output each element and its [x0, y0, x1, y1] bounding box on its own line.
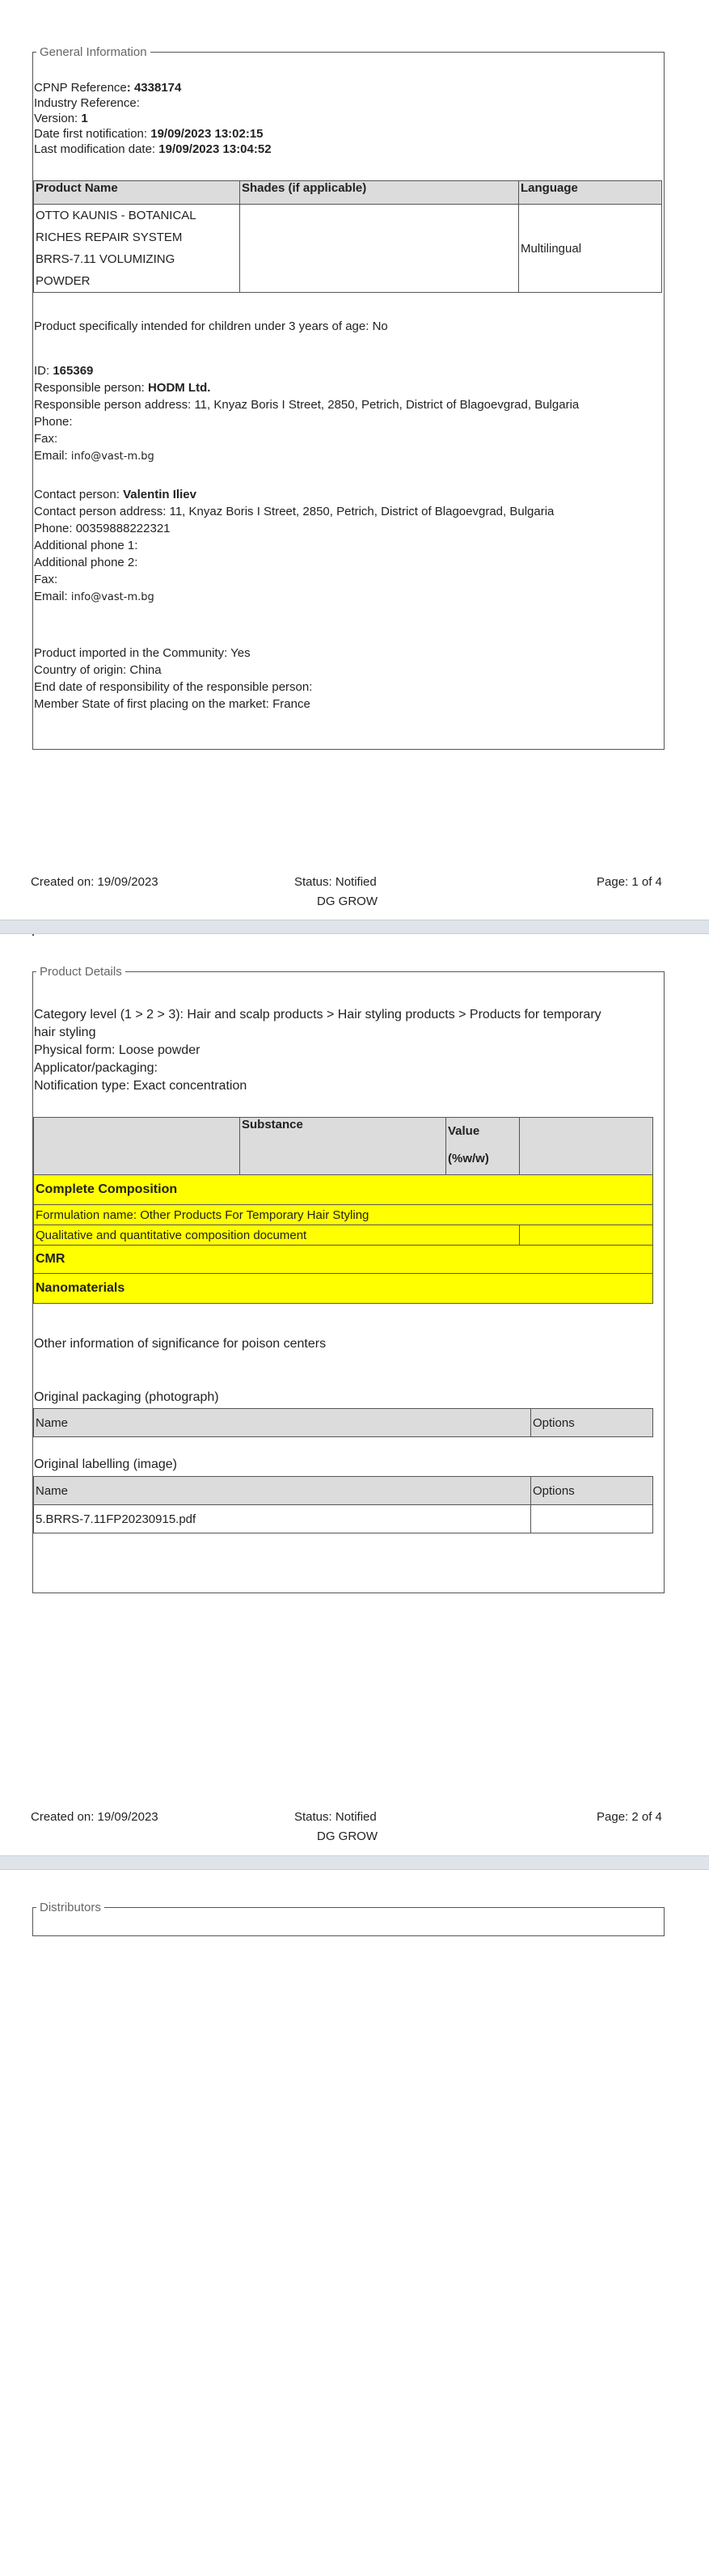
end-date-responsibility: End date of responsibility of the responsible person: — [34, 680, 313, 694]
composition-table — [33, 1117, 653, 1304]
email-link-1[interactable]: info@vast-m.bg — [70, 450, 154, 463]
additional-phone-2: Additional phone 2: — [34, 556, 138, 569]
additional-phone-1: Additional phone 1: — [34, 539, 138, 552]
notification-type: Notification type: Exact concentration — [34, 1079, 247, 1093]
qq-document-row: Qualitative and quantitative composition document — [34, 1225, 520, 1246]
contact-phone: Phone: 00359888222321 — [34, 522, 171, 535]
fax-2: Fax: — [34, 573, 58, 586]
original-packaging-label: Original packaging (photograph) — [34, 1390, 219, 1404]
footer-status: Status: Notified — [294, 875, 377, 889]
language-cell: Multilingual — [519, 205, 662, 293]
email-2: Email: info@vast-m.bg — [34, 590, 154, 603]
original-labelling-label: Original labelling (image) — [34, 1457, 177, 1471]
responsible-address: Responsible person address: 11, Knyaz Boris I Street, 2850, Petrich, District of Blagoevgrad, Bulgaria — [34, 398, 580, 412]
packaging-options-header: Options — [531, 1409, 653, 1437]
footer-created-2: Created on: 19/09/2023 — [31, 1810, 158, 1824]
imported-text: Product imported in the Community: Yes — [34, 646, 251, 660]
distributors-fieldset — [32, 1901, 665, 1936]
cpnp-reference: CPNP Reference: 4338174 — [34, 81, 182, 95]
contact-person: Contact person: Valentin Iliev — [34, 488, 196, 501]
labelling-file-options — [531, 1505, 653, 1533]
footer-dg-2: DG GROW — [317, 1829, 378, 1843]
fax-1: Fax: — [34, 432, 58, 446]
formulation-name-row: Formulation name: Other Products For Temporary Hair Styling — [34, 1205, 653, 1225]
page-separator-2 — [0, 1855, 709, 1870]
product-table — [33, 180, 662, 293]
responsible-person: Responsible person: HODM Ltd. — [34, 381, 211, 395]
labelling-options-header: Options — [531, 1477, 653, 1505]
cmr-row: CMR — [34, 1246, 653, 1274]
general-information-title: General Information — [40, 45, 147, 59]
product-details-box — [32, 934, 34, 936]
packaging-table — [33, 1408, 653, 1437]
labelling-file-link[interactable]: 5.BRRS-7.11FP20230915.pdf — [34, 1505, 531, 1533]
phone-1: Phone: — [34, 415, 73, 429]
qq-document-options — [520, 1225, 653, 1246]
comp-header-extra — [520, 1118, 653, 1175]
product-name-header: Product Name — [34, 181, 240, 205]
language-header: Language — [519, 181, 662, 205]
member-state: Member State of first placing on the market: France — [34, 697, 310, 711]
applicator-packaging: Applicator/packaging: — [34, 1061, 158, 1075]
footer-page-2: Page: 2 of 4 — [597, 1810, 662, 1824]
page-separator — [0, 920, 709, 934]
footer-page: Page: 1 of 4 — [597, 875, 662, 889]
labelling-name-header: Name — [34, 1477, 531, 1505]
nanomaterials-row: Nanomaterials — [34, 1274, 653, 1304]
version: Version: 1 — [34, 112, 88, 125]
distributors-title: Distributors — [40, 1901, 101, 1914]
category-line-2: hair styling — [34, 1026, 96, 1039]
poison-centers-info: Other information of significance for poison centers — [34, 1337, 327, 1351]
physical-form: Physical form: Loose powder — [34, 1043, 200, 1057]
category-line-1: Category level (1 > 2 > 3): Hair and scalp products > Hair styling products > Products for temporary — [34, 1008, 601, 1022]
children-text: Product specifically intended for children under 3 years of age: No — [34, 319, 388, 333]
comp-header-value: Value (%w/w) — [446, 1118, 520, 1175]
labelling-table — [33, 1476, 653, 1533]
complete-composition-row: Complete Composition — [34, 1175, 653, 1205]
email-1: Email: info@vast-m.bg — [34, 449, 154, 463]
packaging-name-header: Name — [34, 1409, 531, 1437]
contact-address: Contact person address: 11, Knyaz Boris I Street, 2850, Petrich, District of Blagoevgrad, Bulgaria — [34, 505, 555, 518]
date-first-notification: Date first notification: 19/09/2023 13:02:15 — [34, 127, 264, 141]
product-name-cell: OTTO KAUNIS - BOTANICAL RICHES REPAIR SYSTEM BRRS-7.11 VOLUMIZING POWDER — [34, 205, 240, 293]
email-link-2[interactable]: info@vast-m.bg — [70, 591, 154, 603]
footer-created: Created on: 19/09/2023 — [31, 875, 158, 889]
comp-header-substance: Substance — [240, 1118, 446, 1175]
shades-cell — [240, 205, 519, 293]
product-details-title: Product Details — [40, 965, 122, 979]
footer-dg: DG GROW — [317, 895, 378, 908]
country-of-origin: Country of origin: China — [34, 663, 162, 677]
comp-header-empty — [34, 1118, 240, 1175]
page-1 — [0, 0, 709, 920]
footer-status-2: Status: Notified — [294, 1810, 377, 1824]
industry-reference: Industry Reference: — [34, 96, 140, 110]
responsible-id: ID: 165369 — [34, 364, 94, 378]
shades-header: Shades (if applicable) — [240, 181, 519, 205]
last-modification-date: Last modification date: 19/09/2023 13:04:52 — [34, 142, 272, 156]
